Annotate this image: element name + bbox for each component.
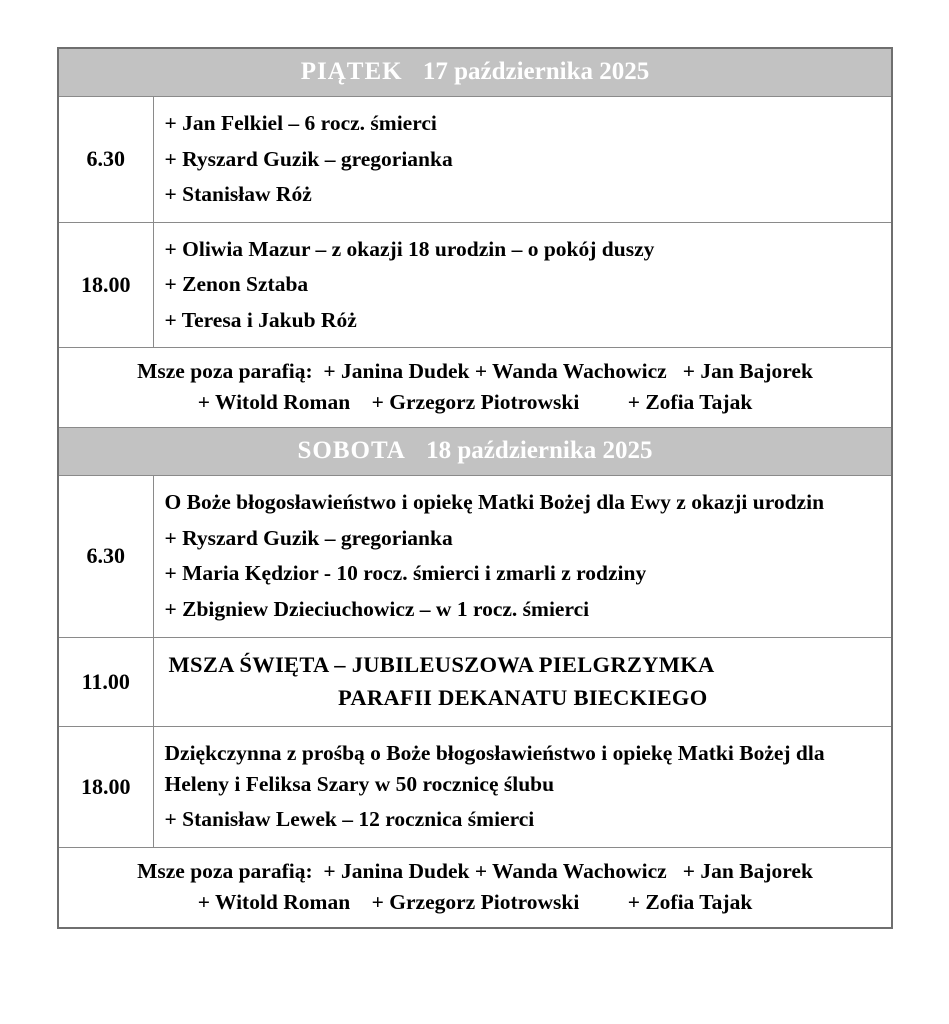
day-name: SOBOTA xyxy=(297,437,406,465)
intention-line: + Teresa i Jakub Róż xyxy=(164,307,357,332)
intention-line: + Zbigniew Dzieciuchowicz – w 1 rocz. śmierci xyxy=(164,596,590,621)
outside-parish-line-1: Msze poza parafią: + Janina Dudek + Wanda Wachowicz + Jan Bajorek xyxy=(137,858,813,883)
mass-time: 18.00 xyxy=(58,222,153,348)
mass-time: 18.00 xyxy=(58,727,153,848)
mass-time: 6.30 xyxy=(58,476,153,637)
mass-time: 11.00 xyxy=(58,637,153,727)
day-name: PIĄTEK xyxy=(300,58,403,85)
day-date: 17 października 2025 xyxy=(422,58,650,85)
mass-intentions xyxy=(153,222,892,348)
table-row-outside-parish xyxy=(58,348,892,428)
intention-line: + Jan Felkiel – 6 rocz. śmierci xyxy=(164,111,437,135)
table-row xyxy=(58,727,892,848)
day-header-text xyxy=(59,58,891,86)
mass-intentions xyxy=(153,727,892,848)
mass-intentions xyxy=(153,97,892,223)
day-header-cell xyxy=(58,48,892,97)
day-header-saturday xyxy=(58,428,892,476)
table-row xyxy=(58,222,892,348)
outside-parish-line-2: + Witold Roman + Grzegorz Piotrowski + Zofia Tajak xyxy=(197,889,753,914)
intention-line: Dziękczynna z prośbą o Boże błogosławieństwo i opiekę Matki Bożej dla Heleny i Feliksa Szary w 50 rocznicę ślubu xyxy=(164,741,825,796)
intention-line: + Ryszard Guzik – gregorianka xyxy=(164,146,453,171)
table-row xyxy=(58,97,892,223)
mass-intentions xyxy=(153,476,892,637)
intention-line: O Boże błogosławieństwo i opiekę Matki Bożej dla Ewy z okazji urodzin xyxy=(164,490,825,515)
mass-schedule-table xyxy=(57,47,893,929)
outside-parish-line-1: Msze poza parafią: + Janina Dudek + Wanda Wachowicz + Jan Bajorek xyxy=(137,359,813,384)
special-mass-title: MSZA ŚWIĘTA – JUBILEUSZOWA PIELGRZYMKA xyxy=(168,651,715,677)
intention-line: + Ryszard Guzik – gregorianka xyxy=(164,525,453,550)
day-header-text xyxy=(59,437,891,465)
table-row xyxy=(58,637,892,727)
intention-line: + Stanisław Lewek – 12 rocznica śmierci xyxy=(164,807,535,832)
table-row-outside-parish xyxy=(58,847,892,928)
mass-time: 6.30 xyxy=(58,97,153,223)
intention-line: + Maria Kędzior - 10 rocz. śmierci i zmarli z rodziny xyxy=(164,561,647,586)
day-date: 18 października 2025 xyxy=(426,437,653,465)
outside-parish-line-2: + Witold Roman + Grzegorz Piotrowski + Zofia Tajak xyxy=(197,390,753,415)
table-row xyxy=(58,476,892,637)
special-mass-subtitle: PARAFII DEKANATU BIECKIEGO xyxy=(338,685,708,711)
mass-special-announcement xyxy=(153,637,892,727)
intention-line: + Stanisław Róż xyxy=(164,182,312,207)
day-header-cell xyxy=(58,428,892,476)
intention-line: + Oliwia Mazur – z okazji 18 urodzin – o pokój duszy xyxy=(164,236,655,261)
outside-parish-cell xyxy=(58,847,892,928)
intention-line: + Zenon Sztaba xyxy=(164,272,309,297)
outside-parish-cell xyxy=(58,348,892,428)
day-header-friday xyxy=(58,48,892,97)
